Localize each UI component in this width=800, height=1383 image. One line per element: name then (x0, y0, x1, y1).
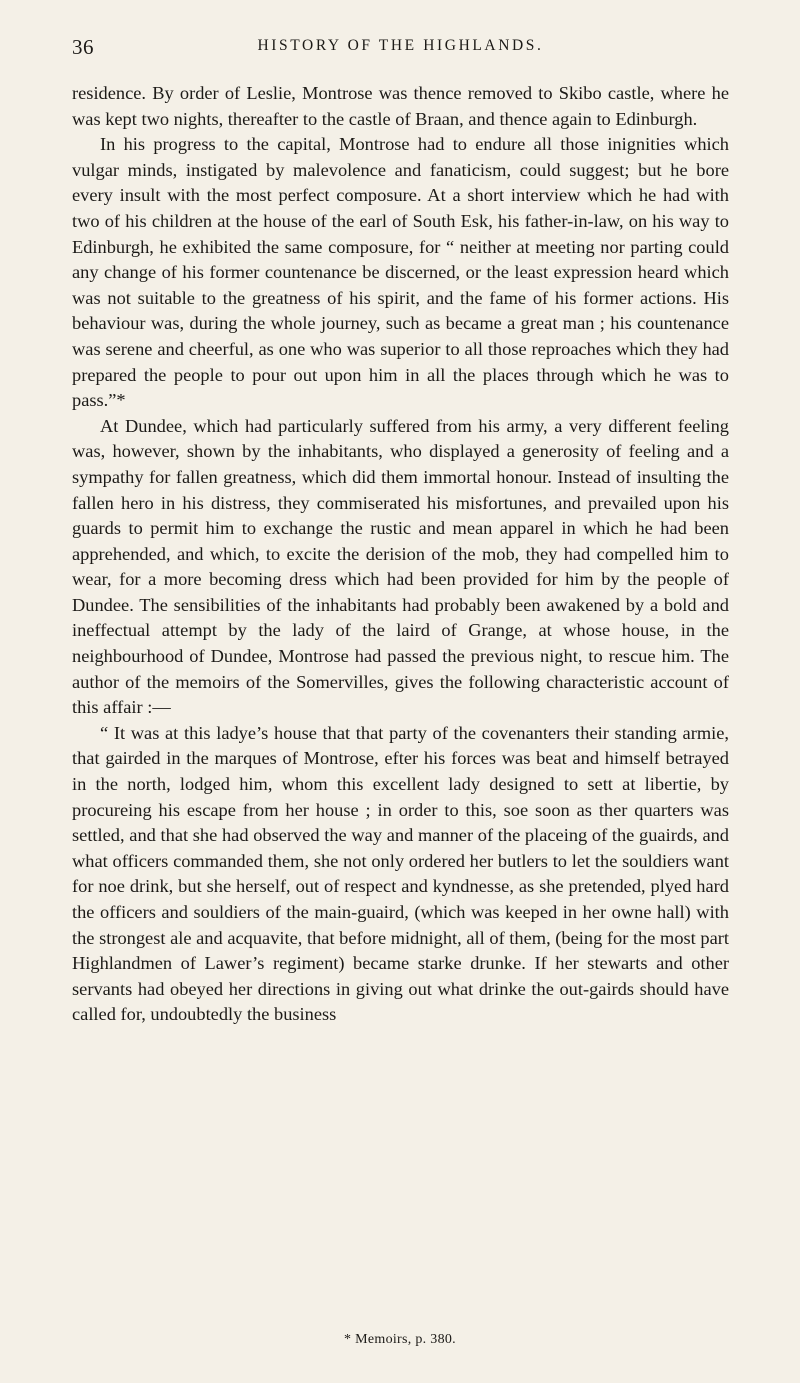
paragraph-2: In his progress to the capital, Montrose had to endure all those inignities which vulgar minds, instigated by malevolence and fanaticism, could suggest; but he bore every insult with the most perfect composure. At a short interview which he had with two of his children at the house of the earl of South Esk, his father-in-law, on his way to Edinburgh, he exhibited the same composure, for “ neither at meeting nor parting could any change of his former countenance be discerned, or the least expression heard which was not suitable to the greatness of his spirit, and the fame of his former actions. His behaviour was, during the whole journey, such as became a great man ; his countenance was serene and cheerful, as one who was superior to all those reproaches which they had prepared the people to pour out upon him in all the places through which he was to pass.”* (72, 134, 729, 411)
running-title: HISTORY OF THE HIGHLANDS. (257, 37, 544, 54)
body-text (72, 81, 729, 1028)
running-header (72, 35, 729, 59)
paragraph-4-quotation: “ It was at this ladye’s house that that party of the covenanters their standing armie, that gairded in the marques of Montrose, efter his forces was beat and himself betrayed in the north, lodged him, whom this excellent lady designed to sett at libertie, by procureing his escape from her house ; in order to this, soe soon as ther quarters was settled, and that she had observed the way and manner of the placeing of the guairds, and what officers commanded them, she not only ordered her butlers to let the souldiers want for noe drink, but she herself, out of respect and kyndnesse, as she pretended, plyed hard the officers and souldiers of the main-guaird, (which was keeped in her owne hall) with the strongest ale and acquavite, that before midnight, all of them, (being for the most part Highlandmen of Lawer’s regiment) became starke drunke. If her stewarts and other servants had obeyed her directions in giving out what drinke the out-gairds should have called for, undoubtedly the business (72, 722, 729, 1025)
footnote: * Memoirs, p. 380. (344, 1332, 456, 1347)
paragraph-3: At Dundee, which had particularly suffered from his army, a very different feeling was, however, shown by the inhabitants, who displayed a generosity of feeling and a sympathy for fallen greatness, which did them immortal honour. Instead of insulting the fallen hero in his distress, they commiserated his misfortunes, and prevailed upon his guards to permit him to exchange the rustic and mean apparel in which he had been apprehended, and which, to excite the derision of the mob, they had compelled him to wear, for a more becoming dress which had been provided for him by the people of Dundee. The sensibilities of the inhabitants had probably been awakened by a bold and ineffectual attempt by the lady of the laird of Grange, at whose house, in the neighbourhood of Dundee, Montrose had passed the previous night, to rescue him. The author of the memoirs of the Somervilles, gives the following characteristic account of this affair :— (72, 415, 729, 718)
page-number: 36 (72, 35, 94, 59)
paragraph-1: residence. By order of Leslie, Montrose was thence removed to Skibo castle, where he was kept two nights, thereafter to the castle of Braan, and thence again to Edinburgh. (72, 83, 729, 129)
